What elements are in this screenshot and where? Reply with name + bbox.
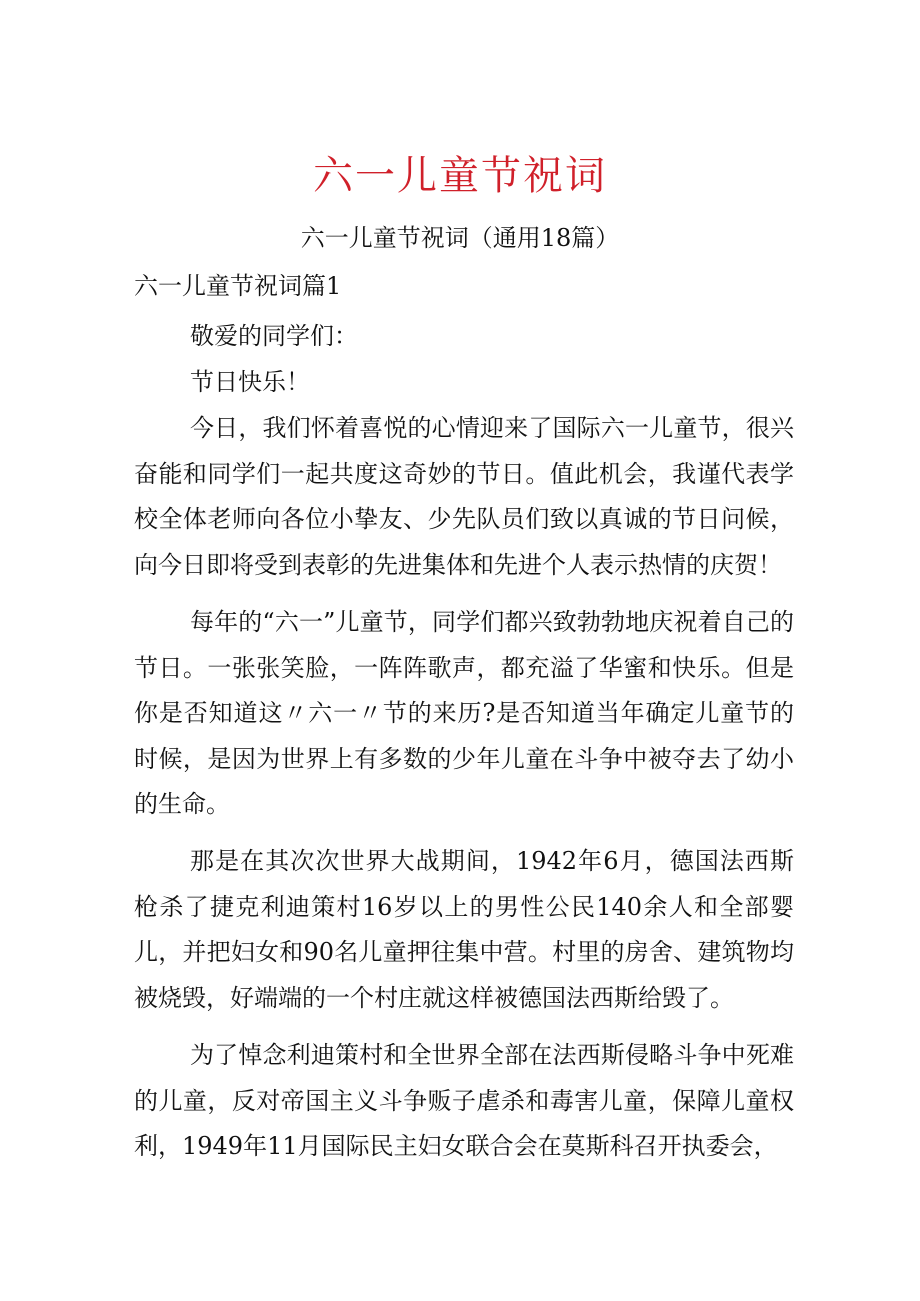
paragraph-body: 为了悼念利迪策村和全世界全部在法西斯侵略斗争中死难的儿童，反对帝国主义斗争贩子虐杀和毒害儿童，保障儿童权利，1949年11月国际民主妇女联合会在莫斯科召开执委会， bbox=[134, 1041, 794, 1160]
section-heading: 六一儿童节祝词篇1 bbox=[134, 272, 342, 300]
paragraph-salutation: 敬爱的同学们： bbox=[190, 322, 358, 350]
paragraph-body: 那是在其次次世界大战期间，1942年6月，德国法西斯枪杀了捷克利迪策村16岁以上的男性公民140余人和全部婴儿，并把妇女和90名儿童押往集中营。村里的房舍、建筑物均被烧毁，好端端的一个村庄就这样被德国法西斯给毁了。 bbox=[134, 847, 794, 1012]
document-title: 六一儿童节祝词 bbox=[313, 153, 607, 199]
document-subtitle: 六一儿童节祝词（通用18篇） bbox=[300, 224, 620, 252]
paragraph-body: 今日，我们怀着喜悦的心情迎来了国际六一儿童节，很兴奋能和同学们一起共度这奇妙的节日。值此机会，我谨代表学校全体老师向各位小挚友、少先队员们致以真诚的节日问候，向今日即将受到表彰的先进集体和先进个人表示热情的庆贺！ bbox=[134, 414, 794, 579]
paragraph-greeting: 节日快乐！ bbox=[190, 368, 310, 396]
paragraph-body: 每年的“六一”儿童节，同学们都兴致勃勃地庆祝着自己的节日。一张张笑脸，一阵阵歌声，都充溢了华蜜和快乐。但是你是否知道这〃六一〃节的来历?是否知道当年确定儿童节的时候，是因为世界上有多数的少年儿童在斗争中被夺去了幼小的生命。 bbox=[134, 608, 794, 818]
